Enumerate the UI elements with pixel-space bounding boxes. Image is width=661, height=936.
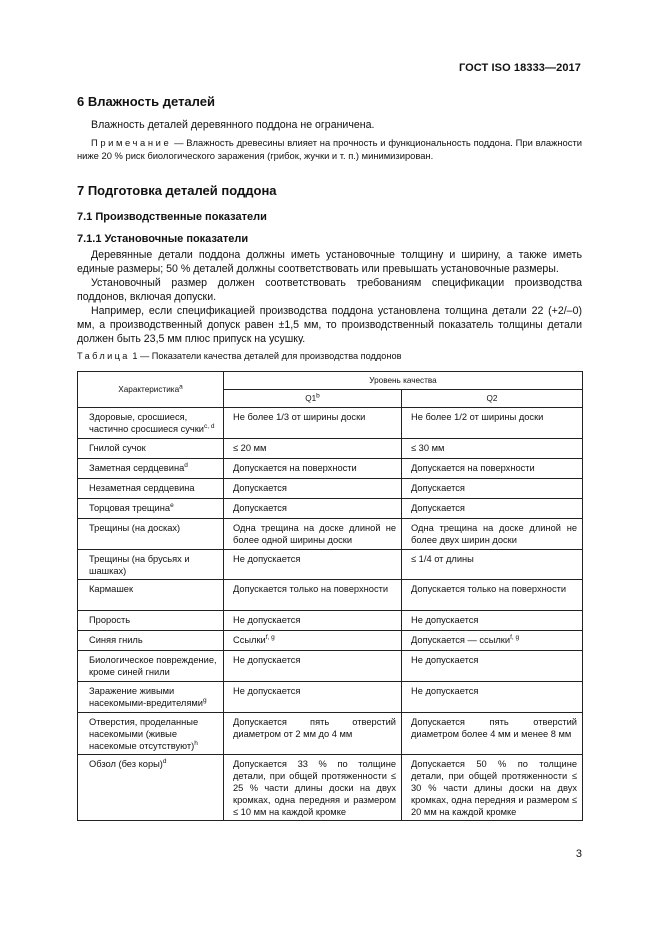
table-row <box>78 580 583 611</box>
table-row <box>78 631 583 651</box>
cell-q2: Допускается на поверхности <box>402 459 583 479</box>
cell-q2: Не более 1/2 от ширины доски <box>402 408 583 439</box>
cell-q1: Допускается <box>224 499 402 519</box>
table-row <box>78 682 583 713</box>
section-6-note <box>77 136 582 162</box>
cell-characteristic: Прорость <box>78 611 224 631</box>
cell-characteristic: Торцовая трещина$^e$ <box>78 499 224 519</box>
quality-table <box>77 371 583 821</box>
cell-q1: Не допускается <box>224 651 402 682</box>
paragraph-1: Деревянные детали поддона должны иметь установочные толщину и ширину, а также иметь единые размеры; 50 % деталей должны соответствовать или превышать установочные размеры. <box>77 249 582 275</box>
document-header: ГОСТ ISO 18333—2017 <box>458 62 581 74</box>
cell-q2: Допускается <box>402 479 583 499</box>
cell-characteristic: Заражение живыми насекомыми-вредителями$^g$ <box>78 682 224 713</box>
cell-q1: Одна трещина на доске длиной не более одной ширины доски <box>224 519 402 550</box>
cell-q2: ≤ 30 мм <box>402 439 583 459</box>
table-row <box>78 651 583 682</box>
cell-q1: Допускается пять отверстий диаметром от 2 мм до 4 мм <box>224 713 402 755</box>
cell-q2: Допускается пять отверстий диаметром более 4 мм и менее 8 мм <box>402 713 583 755</box>
section-6-paragraph: Влажность деталей деревянного поддона не ограничена. <box>91 119 375 131</box>
table-caption: Таблица 1 — Показатели качества деталей для производства поддонов <box>77 351 402 361</box>
table-row <box>78 408 583 439</box>
table-row <box>78 611 583 631</box>
header-characteristic: Характеристика$^a$ <box>78 372 224 408</box>
section-7-title: 7 Подготовка деталей поддона <box>77 183 277 198</box>
table-row <box>78 459 583 479</box>
paragraph-2: Установочный размер должен соответствовать требованиям спецификации производства поддонов, включая допуски. <box>77 277 582 303</box>
page-number: 3 <box>575 848 582 860</box>
table-row <box>78 519 583 550</box>
cell-characteristic: Гнилой сучок <box>78 439 224 459</box>
paragraph-3: Например, если спецификацией производства поддона установлена толщина детали 22 (+2/–0) мм, а производственный допуск равен ±1,5 мм, то производственный показатель толщины детали должен быть 23,5 мм плюс припуск на усушку. <box>77 305 582 345</box>
cell-characteristic: Заметная сердцевина$^d$ <box>78 459 224 479</box>
cell-q2: Допускается 50 % по толщине детали, при общей протяженности ≤ 30 % части длины доски на двух кромках, одна передняя и размером ≤ 20 мм на каждой кромке <box>402 755 583 821</box>
cell-characteristic: Трещины (на брусьях и шашках) <box>78 550 224 580</box>
table-row <box>78 439 583 459</box>
cell-q1: Допускается <box>224 479 402 499</box>
header-q2: Q2 <box>402 390 583 408</box>
table-row <box>78 755 583 821</box>
cell-q2: Не допускается <box>402 611 583 631</box>
table-row <box>78 550 583 580</box>
cell-characteristic: Незаметная сердцевина <box>78 479 224 499</box>
cell-q1: ≤ 20 мм <box>224 439 402 459</box>
cell-q2: ≤ 1/4 от длины <box>402 550 583 580</box>
cell-characteristic: Кармашек <box>78 580 224 611</box>
cell-characteristic: Биологическое повреждение, кроме синей гнили <box>78 651 224 682</box>
cell-characteristic: Здоровые, сросшиеся, частично сросшиеся сучки$^{c, d}$ <box>78 408 224 439</box>
cell-characteristic: Отверстия, проделанные насекомыми (живые насекомые отсутствуют)$^h$ <box>78 713 224 755</box>
cell-q2: Не допускается <box>402 651 583 682</box>
header-quality-level: Уровень качества <box>224 372 583 390</box>
cell-q2: Допускается только на поверхности <box>402 580 583 611</box>
section-7-1-1-title: 7.1.1 Установочные показатели <box>77 233 249 245</box>
cell-q2: Допускается — ссылки$^{f, g}$ <box>402 631 583 651</box>
cell-characteristic: Трещины (на досках) <box>78 519 224 550</box>
cell-q1: Ссылки$^{f, g}$ <box>224 631 402 651</box>
table-row <box>78 713 583 755</box>
cell-q2: Одна трещина на доске длиной не более двух ширин доски <box>402 519 583 550</box>
cell-characteristic: Синяя гниль <box>78 631 224 651</box>
cell-q1: Допускается 33 % по толщине детали, при общей протяженности ≤ 25 % части длины доски на двух кромках, одна передняя и размером ≤ 10 мм на каждой кромке <box>224 755 402 821</box>
cell-q1: Не допускается <box>224 682 402 713</box>
section-6-title: 6 Влажность деталей <box>77 94 215 109</box>
note-label: Примечание <box>91 137 172 148</box>
note-text: — Влажность древесины влияет на прочность и функциональность поддона. При влажности ниже 20 % риск биологического заражения (грибок, жучки и т. п.) минимизирован. <box>77 137 582 161</box>
section-7-1-title: 7.1 Производственные показатели <box>77 211 267 223</box>
cell-characteristic: Обзол (без коры)$^d$ <box>78 755 224 821</box>
cell-q1: Не более 1/3 от ширины доски <box>224 408 402 439</box>
cell-q2: Не допускается <box>402 682 583 713</box>
table-row <box>78 499 583 519</box>
table-row <box>78 479 583 499</box>
cell-q1: Допускается только на поверхности <box>224 580 402 611</box>
header-q1: Q1$^b$ <box>224 390 402 408</box>
cell-q1: Не допускается <box>224 550 402 580</box>
cell-q1: Не допускается <box>224 611 402 631</box>
cell-q2: Допускается <box>402 499 583 519</box>
cell-q1: Допускается на поверхности <box>224 459 402 479</box>
